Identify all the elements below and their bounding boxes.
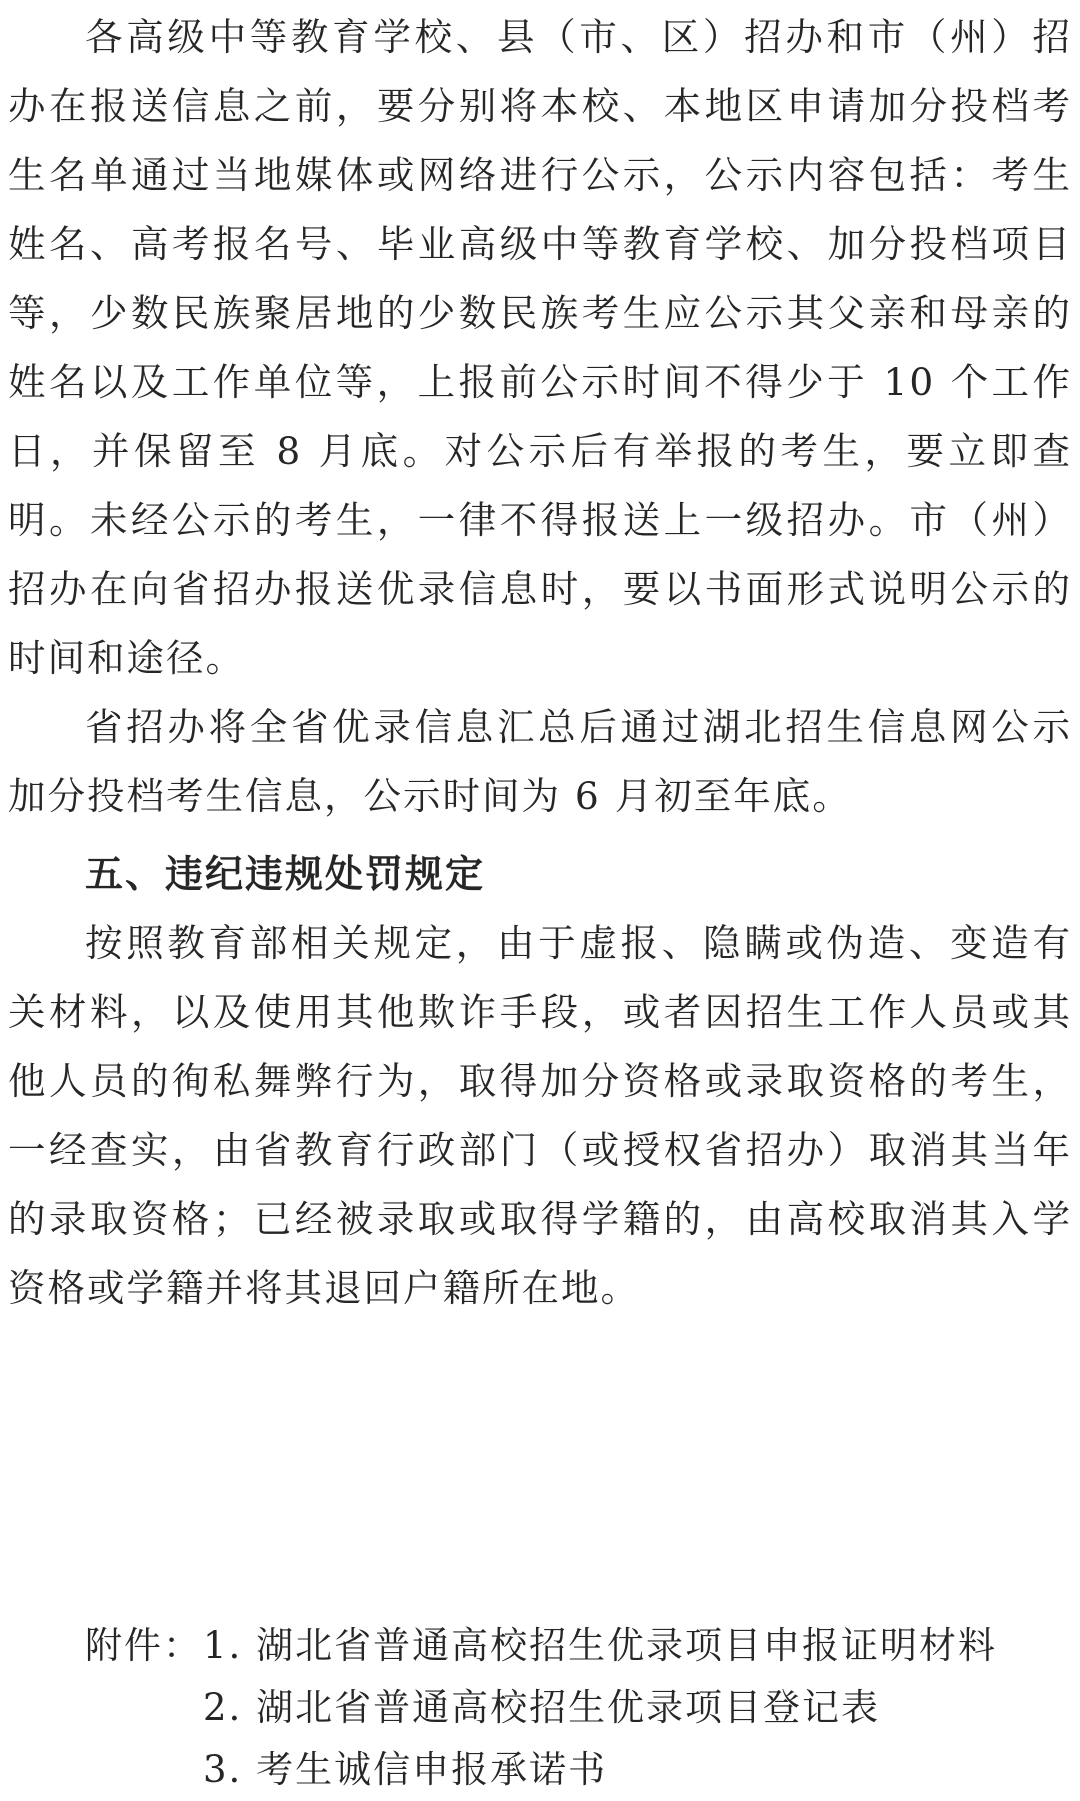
section-heading-penalties: 五、违纪违规处罚规定 — [85, 852, 486, 896]
attachment-row — [85, 1615, 997, 1677]
attachment-row — [85, 1739, 997, 1801]
attachments-list — [85, 1615, 997, 1801]
paragraph-penalty-rules: 按照教育部相关规定，由于虚报、隐瞒或伪造、变造有关材料，以及使用其他欺诈手段，或者因招生工作人员或其他人员的徇私舞弊行为，取得加分资格或录取资格的考生，一经查实，由省教育行政部门（或授权省招办）取消其当年的录取资格；已经被录取或取得学籍的，由高校取消其入学资格或学籍并将其退回户籍所在地。 — [8, 921, 1072, 1310]
attachment-item: 1. 湖北省普通高校招生优录项目申报证明材料 — [203, 1624, 998, 1667]
attachment-item: 2. 湖北省普通高校招生优录项目登记表 — [203, 1686, 881, 1729]
paragraph-disclosure-requirements: 各高级中等教育学校、县（市、区）招办和市（州）招办在报送信息之前，要分别将本校、本地区申请加分投档考生名单通过当地媒体或网络进行公示，公示内容包括：考生姓名、高考报名号、毕业高级中等教育学校、加分投档项目等，少数民族聚居地的少数民族考生应公示其父亲和母亲的姓名以及工作单位等，上报前公示时间不得少于 10 个工作日，并保留至 8 月底。对公示后有举报的考生，要立即查明。未经公示的考生，一律不得报送上一级招办。市（州）招办在向省招办报送优录信息时，要以书面形式说明公示的时间和途径。 — [8, 15, 1072, 680]
paragraph-provincial-publication: 省招办将全省优录信息汇总后通过湖北招生信息网公示加分投档考生信息，公示时间为 6 月初至年底。 — [8, 705, 1072, 818]
attachment-item: 3. 考生诚信申报承诺书 — [203, 1748, 608, 1791]
attachment-row — [85, 1677, 997, 1739]
attachments-label: 附件： — [85, 1624, 202, 1667]
